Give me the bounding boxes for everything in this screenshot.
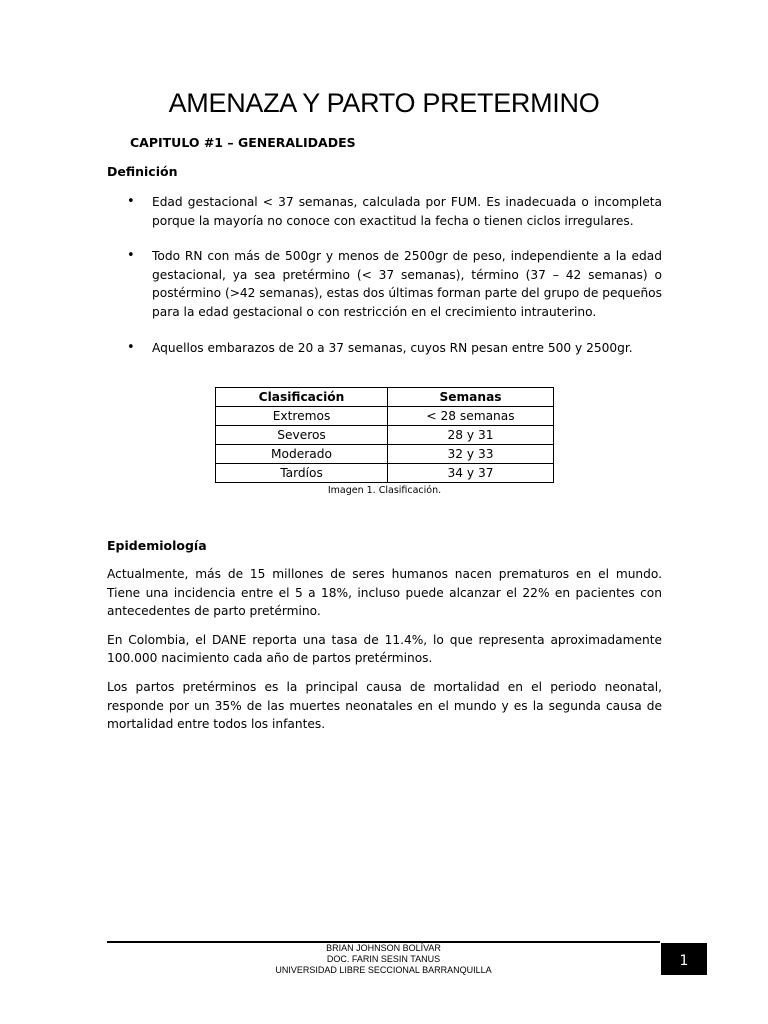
list-item: [127, 247, 662, 321]
footer-author: BRIAN JOHNSON BOLÍVAR: [326, 943, 441, 953]
table-cell: 28 y 31: [388, 426, 554, 445]
page-number: 1: [661, 943, 707, 975]
list-item-text: Edad gestacional < 37 semanas, calculada por FUM. Es inadecuada o incompleta porque la mayoría no conoce con exactitud la fecha o tienen ciclos irregulares.: [152, 195, 662, 228]
bullet-icon: •: [127, 194, 135, 209]
paragraph: Actualmente, más de 15 millones de seres humanos nacen prematuros en el mundo. Tiene una incidencia entre el 5 a 18%, incluso puede alcanzar el 22% en pacientes con antecedentes de parto pretérmino.: [107, 567, 662, 619]
definition-list: [127, 193, 662, 374]
table-caption: Imagen 1. Clasificación.: [327, 485, 442, 496]
table-row: [216, 445, 554, 464]
list-item-text: Aquellos embarazos de 20 a 37 semanas, cuyos RN pesan entre 500 y 2500gr.: [152, 340, 633, 355]
footer-credits: [107, 943, 660, 976]
table-cell: Tardíos: [216, 464, 388, 483]
section-heading-epidemiologia: Epidemiología: [107, 538, 207, 553]
bullet-icon: •: [127, 248, 135, 264]
table-cell: 32 y 33: [388, 445, 554, 464]
table-row: [216, 426, 554, 445]
classification-table: [215, 387, 554, 483]
footer-doctor: DOC. FARIN SESIN TANUS: [326, 954, 441, 964]
footer-university: UNIVERSIDAD LIBRE SECCIONAL BARRANQUILLA: [275, 965, 492, 975]
section-heading-definicion: Definición: [107, 164, 178, 179]
table-cell: Severos: [216, 426, 388, 445]
table-row: [216, 407, 554, 426]
list-item: [127, 339, 662, 358]
table-cell: < 28 semanas: [388, 407, 554, 426]
table-cell: Extremos: [216, 407, 388, 426]
paragraph: Los partos pretérminos es la principal causa de mortalidad en el periodo neonatal, responde por un 35% de las muertes neonatales en el mundo y es la segunda causa de mortalidad entre todos los infantes.: [107, 679, 662, 732]
classification-table-figure: [215, 387, 554, 496]
table-cell: 34 y 37: [388, 464, 554, 483]
table-cell: Moderado: [216, 445, 388, 464]
table-header-row: [216, 388, 554, 407]
chapter-heading: CAPITULO #1 – GENERALIDADES: [130, 135, 356, 150]
bullet-icon: •: [127, 339, 135, 355]
list-item: [127, 193, 662, 230]
list-item-text: Todo RN con más de 500gr y menos de 2500gr de peso, independiente a la edad gestacional, ya sea pretérmino (< 37 semanas), término (37 – 42 semanas) o postérmino (>42 semanas), estas dos últimas forman parte del grupo de pequeños para la edad gestacional o con restricción en el crecimiento intrauterino.: [152, 249, 662, 319]
column-header-clasificacion: Clasificación: [216, 388, 388, 407]
table-row: [216, 464, 554, 483]
paragraph: En Colombia, el DANE reporta una tasa de 11.4%, lo que representa aproximadamente 100.000 nacimiento cada año de partos pretérminos.: [107, 632, 662, 666]
epidemiologia-body: [107, 565, 662, 744]
column-header-semanas: Semanas: [388, 388, 554, 407]
page-title: AMENAZA Y PARTO PRETERMINO: [168, 88, 600, 118]
